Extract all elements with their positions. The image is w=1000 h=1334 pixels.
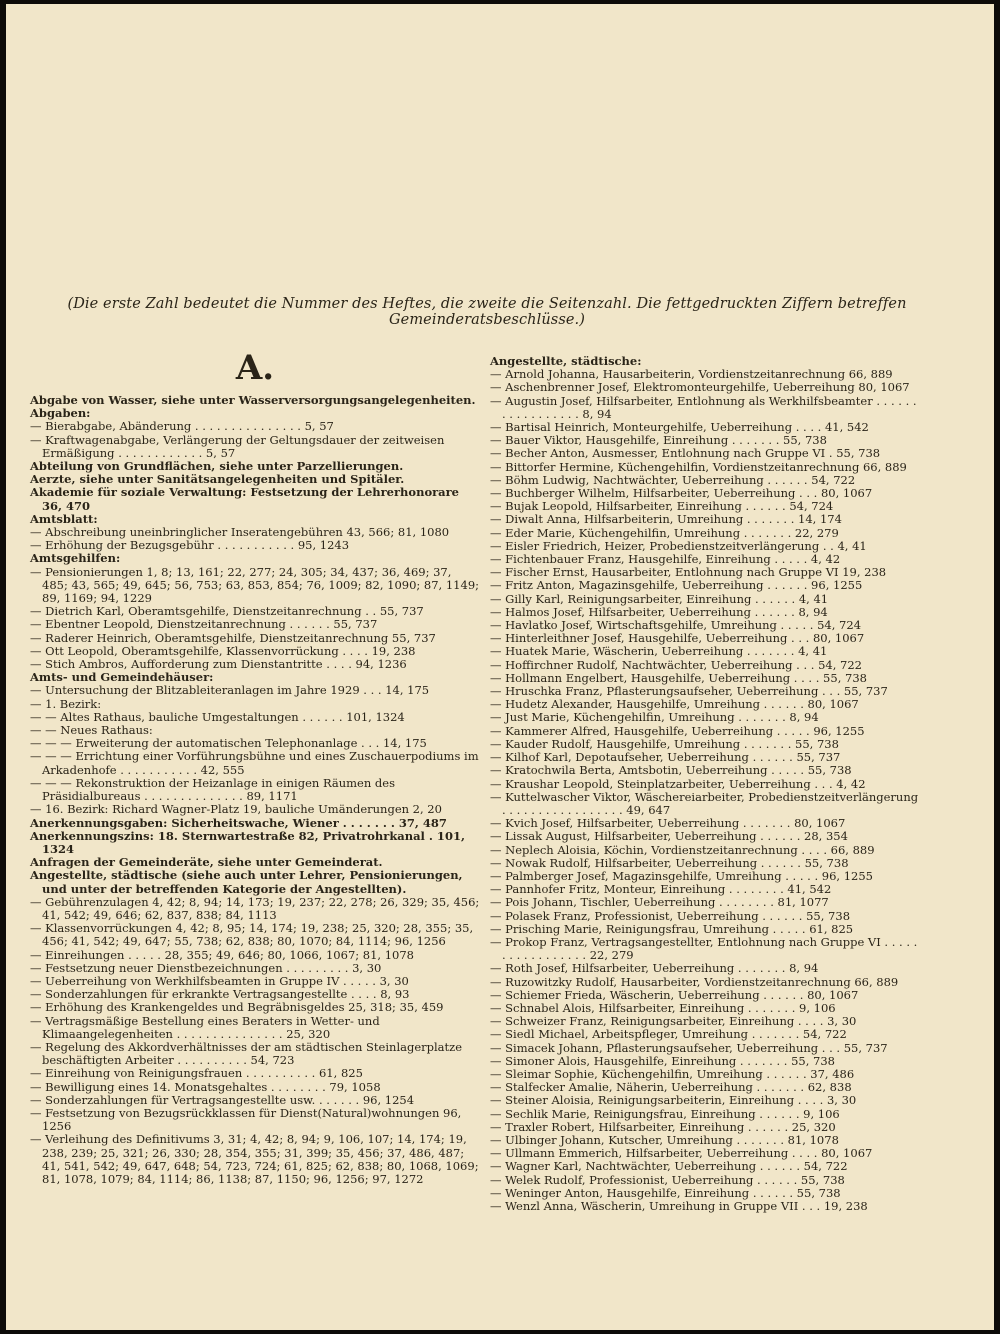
index-entry: — Halmos Josef, Hilfsarbeiter, Ueberreihung . . . . . . 8, 94 (490, 604, 828, 619)
index-entry: — Verleihung des Definitivums 3, 31; 4, 42; 8, 94; 9, 106, 107; 14, 174; 19, 238, 239; 25, 321; 26, 330; 28, 354, 355; 31, 399; 35, 456; 37, 486, 487; 41, 541, 542; 49, 647, 648; 54, 723, 724; 61, 825; 62, 838; 80, 1068, 1069; 81, 1078, 1079; 84, 1114; 86, 1138; 87, 1150; 96, 1256; 97, 1272 (30, 1132, 479, 1186)
index-entry: Abgaben: (30, 406, 91, 421)
index-entry: — Sleimar Sophie, Küchengehilfin, Umreihung . . . . . . 37, 486 (490, 1066, 855, 1081)
index-entry: — Dietrich Karl, Oberamtsgehilfe, Dienstzeitanrechnung . . 55, 737 (30, 604, 424, 619)
index-entry: — Buchberger Wilhelm, Hilfsarbeiter, Ueberreihung . . . 80, 1067 (490, 486, 873, 501)
index-entry: — Böhm Ludwig, Nachtwächter, Ueberreihung . . . . . . 54, 722 (490, 472, 856, 487)
index-entry: — — Neues Rathaus: (30, 723, 153, 738)
index-entry: — Nowak Rudolf, Hilfsarbeiter, Ueberreihung . . . . . . 55, 738 (490, 855, 849, 870)
index-entry: Aerzte, siehe unter Sanitätsangelegenheiten und Spitäler. (30, 472, 405, 487)
index-entry: — Schiemer Frieda, Wäscherin, Ueberreihung . . . . . . 80, 1067 (490, 987, 859, 1002)
index-entry: — 16. Bezirk: Richard Wagner-Platz 19, bauliche Umänderungen 2, 20 (30, 802, 442, 817)
index-entry: Angestellte, städtische (siehe auch unter Lehrer, Pensionierungen, und unter der betreffenden Kategorie der Angestellten). (30, 868, 463, 896)
index-entry: — Kilhof Karl, Depotaufseher, Ueberreihung . . . . . . 55, 737 (490, 750, 841, 765)
index-entry: — Bartisal Heinrich, Monteurgehilfe, Ueberreihung . . . . 41, 542 (490, 420, 869, 435)
index-entry: — Fritz Anton, Magazinsgehilfe, Ueberreihung . . . . . . 96, 1255 (490, 578, 863, 593)
index-entry: Amtsblatt: (30, 511, 98, 526)
index-entry: — Festsetzung von Bezugsrückklassen für Dienst(Natural)wohnungen 96, 1256 (30, 1105, 462, 1134)
index-entry: — Bujak Leopold, Hilfsarbeiter, Einreihung . . . . . . 54, 724 (490, 499, 834, 514)
index-entry: — Schnabel Alois, Hilfsarbeiter, Einreihung . . . . . . . 9, 106 (490, 1000, 836, 1015)
index-entry: — Einreihungen . . . . . 28, 355; 49, 646; 80, 1066, 1067; 81, 1078 (30, 947, 414, 962)
index-entry: — Prisching Marie, Reinigungsfrau, Umreihung . . . . . 61, 825 (490, 921, 854, 936)
section-letter: A. (235, 348, 275, 388)
index-entry: Akademie für soziale Verwaltung: Festsetzung der Lehrerhonorare 36, 470 (30, 485, 460, 513)
index-entry: — Ruzowitzky Rudolf, Hausarbeiter, Vordienstzeitanrechnung 66, 889 (490, 974, 899, 989)
index-entry: — 1. Bezirk: (30, 696, 102, 711)
index-entry: — Bittorfer Hermine, Küchengehilfin, Vordienstzeitanrechnung 66, 889 (490, 459, 907, 474)
intro-note: (Die erste Zahl bedeutet die Nummer des Heftes, die zweite die Seitenzahl. Die fettgedruckten Ziffern betreffen Gemeinderatsbeschlüsse.) (67, 296, 907, 328)
index-entry: — Hudetz Alexander, Hausgehilfe, Umreihung . . . . . . 80, 1067 (490, 697, 859, 712)
index-entry: — Becher Anton, Ausmesser, Entlohnung nach Gruppe VI . 55, 738 (490, 446, 881, 461)
index-entry: — Hoffirchner Rudolf, Nachtwächter, Ueberreihung . . . 54, 722 (490, 657, 862, 672)
index-entry: — Bierabgabe, Abänderung . . . . . . . . . . . . . . . 5, 57 (30, 419, 334, 434)
index-entry: — Erhöhung der Bezugsgebühr . . . . . . . . . . . 95, 1243 (30, 538, 350, 553)
index-entry: — Sonderzahlungen für Vertragsangestellte usw. . . . . . . 96, 1254 (30, 1092, 415, 1107)
index-entry: — Ullmann Emmerich, Hilfsarbeiter, Ueberreihung . . . . 80, 1067 (490, 1146, 873, 1161)
index-entry: — Ott Leopold, Oberamtsgehilfe, Klassenvorrückung . . . . 19, 238 (30, 643, 416, 658)
index-entry: — Untersuchung der Blitzableiteranlagen im Jahre 1929 . . . 14, 175 (30, 683, 430, 698)
right-entry-list (490, 355, 920, 1213)
index-entry: Anerkennungszins: 18. Sternwartestraße 82, Privatrohrkanal . 101, 1324 (30, 828, 465, 856)
index-entry: — Gebührenzulagen 4, 42; 8, 94; 14, 173; 19, 237; 22, 278; 26, 329; 35, 456; 41, 542; 49, 646; 62, 837, 838; 84, 1113 (30, 894, 480, 922)
index-entry: — Just Marie, Küchengehilfin, Umreihung . . . . . . . 8, 94 (490, 710, 819, 725)
index-entry: — — — Errichtung einer Vorführungsbühne und eines Zuschauerpodiums im Arkadenhofe . . . . . . . . . . . 42, 555 (30, 749, 479, 777)
index-entry: Abgabe von Wasser, siehe unter Wasserversorgungsangelegenheiten. (30, 393, 476, 407)
index-entry: — Eisler Friedrich, Heizer, Probedienstzeitverlängerung . . 4, 41 (490, 538, 867, 553)
index-entry: — Ulbinger Johann, Kutscher, Umreihung . . . . . . . 81, 1078 (490, 1132, 839, 1147)
index-column-right (490, 355, 920, 1213)
left-entry-list (30, 394, 480, 1186)
index-entry: — Bewilligung eines 14. Monatsgehaltes . . . . . . . . 79, 1058 (30, 1079, 381, 1094)
index-entry: — Lissak August, Hilfsarbeiter, Ueberreihung . . . . . . 28, 354 (490, 829, 848, 844)
index-entry: — Ebentner Leopold, Dienstzeitanrechnung . . . . . . 55, 737 (30, 617, 378, 632)
index-entry: — Schweizer Franz, Reinigungsarbeiter, Einreihung . . . . 3, 30 (490, 1014, 857, 1029)
index-entry: Anfragen der Gemeinderäte, siehe unter Gemeinderat. (30, 855, 383, 870)
index-entry: — Regelung des Akkordverhältnisses der am städtischen Steinlagerplatze beschäftigten Arbeiter . . . . . . . . . . 54, 723 (30, 1039, 463, 1068)
index-entry: — Huatek Marie, Wäscherin, Ueberreihung . . . . . . . 4, 41 (490, 644, 828, 659)
index-entry: — Neplech Aloisia, Köchin, Vordienstzeitanrechnung . . . . 66, 889 (490, 842, 875, 857)
index-entry: — Wagner Karl, Nachtwächter, Ueberreihung . . . . . . 54, 722 (490, 1159, 848, 1174)
index-entry: Amtsgehilfen: (30, 551, 121, 566)
index-entry: — Wenzl Anna, Wäscherin, Umreihung in Gruppe VII . . . 19, 238 (490, 1199, 868, 1213)
index-entry: — — Altes Rathaus, bauliche Umgestaltungen . . . . . . 101, 1324 (30, 709, 405, 724)
index-entry: — Arnold Johanna, Hausarbeiterin, Vordienstzeitanrechnung 66, 889 (490, 367, 893, 382)
index-entry: — Gilly Karl, Reinigungsarbeiter, Einreihung . . . . . . 4, 41 (490, 591, 829, 606)
index-entry: — Einreihung von Reinigungsfrauen . . . . . . . . . . 61, 825 (30, 1066, 363, 1081)
index-entry: — Kvich Josef, Hilfsarbeiter, Ueberreihung . . . . . . . 80, 1067 (490, 816, 846, 831)
index-entry: — Weninger Anton, Hausgehilfe, Einreihung . . . . . . 55, 738 (490, 1185, 841, 1200)
index-entry: — Ueberreihung von Werkhilfsbeamten in Gruppe IV . . . . . 3, 30 (30, 973, 409, 988)
index-entry: — Fischer Ernst, Hausarbeiter, Entlohnung nach Gruppe VI 19, 238 (490, 565, 887, 580)
index-entry: — Kraftwagenabgabe, Verlängerung der Geltungsdauer der zeitweisen Ermäßigung . . . . . . . . . . . . 5, 57 (30, 432, 445, 460)
index-entry: — Stalfecker Amalie, Näherin, Ueberreihung . . . . . . . 62, 838 (490, 1080, 852, 1095)
index-entry: — Aschenbrenner Josef, Elektromonteurgehilfe, Ueberreihung 80, 1067 (490, 380, 910, 395)
index-entry: — Kauder Rudolf, Hausgehilfe, Umreihung . . . . . . . 55, 738 (490, 736, 839, 751)
index-entry: — Palmberger Josef, Magazinsgehilfe, Umreihung . . . . . 96, 1255 (490, 868, 873, 883)
index-entry: — Abschreibung uneinbringlicher Inseratengebühren 43, 566; 81, 1080 (30, 525, 450, 540)
index-entry: — Roth Josef, Hilfsarbeiter, Ueberreihung . . . . . . . 8, 94 (490, 961, 819, 976)
index-entry: Amts- und Gemeindehäuser: (30, 670, 214, 685)
index-entry: — Klassenvorrückungen 4, 42; 8, 95; 14, 174; 19, 238; 25, 320; 28, 355; 35, 456; 41, 542; 49, 647; 55, 738; 62, 838; 80, 1070; 84, 1114; 96, 1256 (30, 921, 474, 949)
index-entry: — Kratochwila Berta, Amtsbotin, Ueberreihung . . . . . 55, 738 (490, 763, 852, 778)
index-entry: — Vertragsmäßige Bestellung eines Beraters in Wetter- und Klimaangelegenheiten . . . . . . . . . . . . . . . 25, 320 (30, 1013, 380, 1041)
index-entry: — Pannhofer Fritz, Monteur, Einreihung . . . . . . . . 41, 542 (490, 882, 832, 897)
index-entry: — Traxler Robert, Hilfsarbeiter, Einreihung . . . . . . 25, 320 (490, 1119, 836, 1134)
document-page (6, 4, 994, 1330)
index-entry: — Simoner Alois, Hausgehilfe, Einreihung . . . . . . . 55, 738 (490, 1053, 835, 1068)
index-entry: — Bauer Viktor, Hausgehilfe, Einreihung . . . . . . . 55, 738 (490, 433, 827, 448)
index-entry: — Hollmann Engelbert, Hausgehilfe, Ueberreihung . . . . 55, 738 (490, 670, 867, 685)
index-entry: — Sonderzahlungen für erkrankte Vertragsangestellte . . . . 8, 93 (30, 987, 410, 1002)
index-entry: — Hruschka Franz, Pflasterungsaufseher, Ueberreihung . . . 55, 737 (490, 684, 888, 699)
index-entry: — Welek Rudolf, Professionist, Ueberreihung . . . . . . 55, 738 (490, 1172, 845, 1187)
index-entry: — Eder Marie, Küchengehilfin, Umreihung . . . . . . . 22, 279 (490, 525, 839, 540)
index-entry: — Fichtenbauer Franz, Hausgehilfe, Einreihung . . . . . 4, 42 (490, 552, 841, 567)
index-entry: — Diwalt Anna, Hilfsarbeiterin, Umreihung . . . . . . . 14, 174 (490, 512, 842, 527)
index-entry: — Sechlik Marie, Reinigungsfrau, Einreihung . . . . . . 9, 106 (490, 1106, 840, 1121)
index-entry: — Erhöhung des Krankengeldes und Begräbnisgeldes 25, 318; 35, 459 (30, 1000, 444, 1015)
index-entry: — Kraushar Leopold, Steinplatzarbeiter, Ueberreihung . . . 4, 42 (490, 776, 866, 791)
index-entry: Anerkennungsgaben: Sicherheitswache, Wiener . . . . . . . 37, 487 (30, 815, 447, 830)
index-entry: — Kuttelwascher Viktor, Wäschereiarbeiter, Probedienstzeitverlängerung . . . . . . . . . . . . . . . . . 49, 647 (490, 789, 919, 817)
index-entry: — Pensionierungen 1, 8; 13, 161; 22, 277; 24, 305; 34, 437; 36, 469; 37, 485; 43, 565; 49, 645; 56, 753; 63, 853, 854; 76, 1009; 82, 1090; 87, 1149; 89, 1169; 94, 1229 (30, 564, 480, 606)
index-entry: — — — Rekonstruktion der Heizanlage in einigen Räumen des Präsidialbureaus . . . . . . . . . . . . . . 89, 1171 (30, 775, 395, 804)
index-entry: — Simacek Johann, Pflasterungsaufseher, Ueberreihung . . . 55, 737 (490, 1040, 888, 1055)
index-entry: — Steiner Aloisia, Reinigungsarbeiterin, Einreihung . . . . 3, 30 (490, 1093, 857, 1108)
index-entry: — Polasek Franz, Professionist, Ueberreihung . . . . . . 55, 738 (490, 908, 851, 923)
index-entry: — Havlatko Josef, Wirtschaftsgehilfe, Umreihung . . . . . 54, 724 (490, 618, 862, 633)
index-entry: — Kammerer Alfred, Hausgehilfe, Ueberreihung . . . . . 96, 1255 (490, 723, 865, 738)
index-entry: — Stich Ambros, Aufforderung zum Dienstantritte . . . . 94, 1236 (30, 657, 407, 672)
index-column-left (30, 344, 480, 1186)
index-entry: — Augustin Josef, Hilfsarbeiter, Entlohnung als Werkhilfsbeamter . . . . . . . . . . . . . . . . . 8, 94 (490, 393, 917, 421)
index-entry: Abteilung von Grundflächen, siehe unter Parzellierungen. (30, 459, 404, 474)
index-entry: — Festsetzung neuer Dienstbezeichnungen . . . . . . . . . 3, 30 (30, 960, 382, 975)
index-entry: — Prokop Franz, Vertragsangestellter, Entlohnung nach Gruppe VI . . . . . . . . . . . . . . . . . 22, 279 (490, 934, 918, 963)
index-entry: — Hinterleithner Josef, Hausgehilfe, Ueberreihung . . . 80, 1067 (490, 631, 865, 646)
index-entry: — Siedl Michael, Arbeitspfleger, Umreihung . . . . . . . 54, 722 (490, 1027, 847, 1042)
index-entry: — — — Erweiterung der automatischen Telephonanlage . . . 14, 175 (30, 736, 427, 751)
index-entry: — Raderer Heinrich, Oberamtsgehilfe, Dienstzeitanrechnung 55, 737 (30, 630, 436, 645)
index-entry: — Pois Johann, Tischler, Ueberreihung . . . . . . . . 81, 1077 (490, 895, 829, 910)
index-entry: Angestellte, städtische: (490, 354, 642, 368)
